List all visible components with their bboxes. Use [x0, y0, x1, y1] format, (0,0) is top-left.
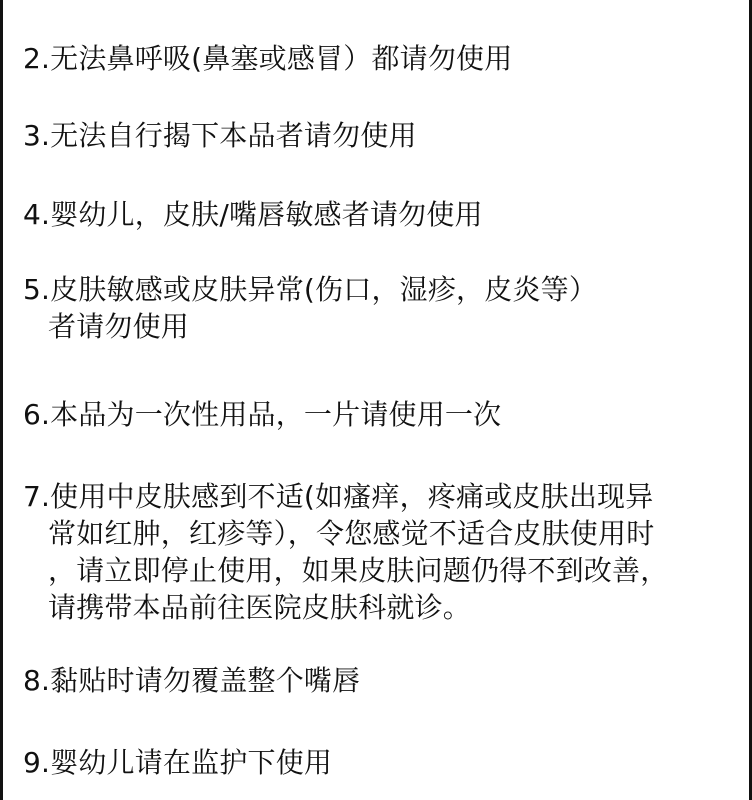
- notice-line: 5.皮肤敏感或皮肤异常(伤口，湿疹，皮炎等）: [23, 273, 598, 306]
- notice-item-6: [23, 396, 501, 433]
- notice-item-3: [23, 117, 417, 154]
- notice-line-continued: ，请立即停止使用，如果皮肤问题仍得不到改善，: [48, 554, 669, 587]
- notice-item-4: [23, 196, 483, 233]
- notice-item-5: [23, 271, 597, 345]
- notice-item-8: [23, 662, 360, 699]
- notice-line-continued: 者请勿使用: [48, 310, 190, 343]
- notice-line: 9.婴幼儿请在监护下使用: [23, 746, 333, 779]
- notice-item-9: [23, 744, 332, 781]
- notice-item-7: [23, 478, 668, 626]
- notice-line: 2.无法鼻呼吸(鼻塞或感冒）都请勿使用: [23, 42, 513, 75]
- notice-line-continued: 常如红肿，红疹等），令您感觉不适合皮肤使用时: [48, 517, 655, 550]
- notice-line: 6.本品为一次性用品，一片请使用一次: [23, 398, 502, 431]
- notice-line: 8.黏贴时请勿覆盖整个嘴唇: [23, 664, 361, 697]
- notice-line: 4.婴幼儿，皮肤/嘴唇敏感者请勿使用: [23, 198, 483, 231]
- notice-line: 3.无法自行揭下本品者请勿使用: [23, 119, 417, 152]
- notice-item-2: [23, 40, 512, 77]
- notice-line-continued: 请携带本品前往医院皮肤科就诊。: [48, 591, 472, 624]
- notice-line: 7.使用中皮肤感到不适(如瘙痒，疼痛或皮肤出现异: [23, 480, 654, 513]
